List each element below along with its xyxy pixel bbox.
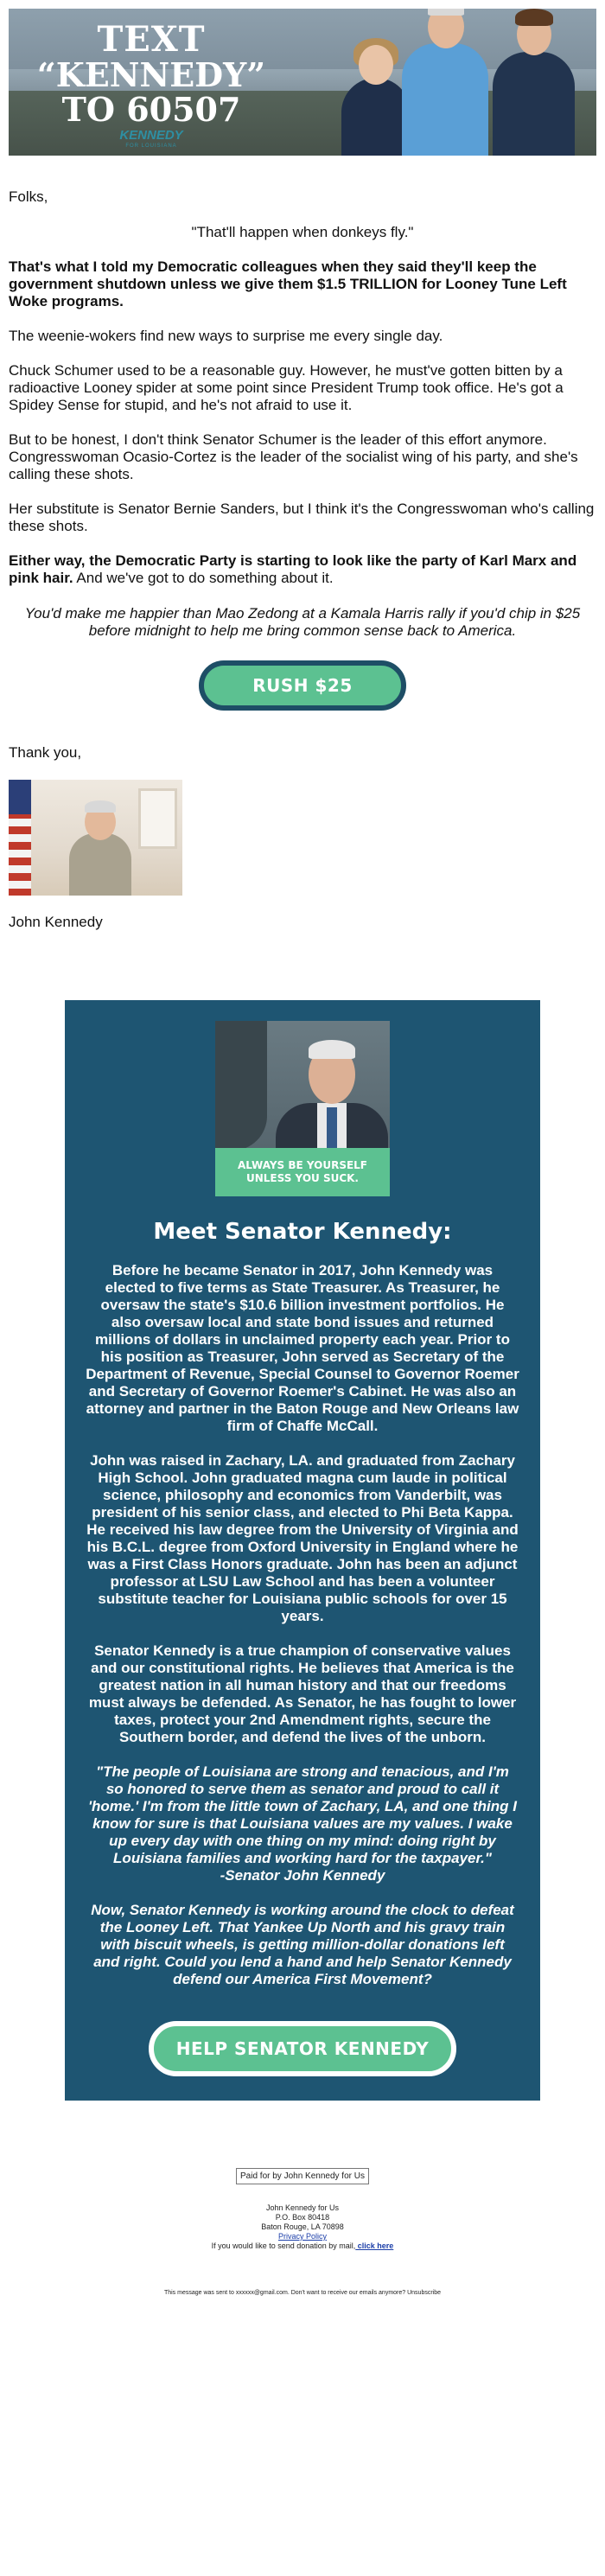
paragraph-6 xyxy=(9,552,596,587)
mail-donation-link[interactable]: click here xyxy=(355,2241,394,2250)
mailing-address xyxy=(0,2203,605,2251)
bio-photo-caption xyxy=(215,1148,390,1196)
banner-line-1: TEXT xyxy=(97,19,206,60)
thank-you: Thank you, xyxy=(9,744,82,761)
family-photo-woman xyxy=(341,78,411,156)
help-senator-button[interactable]: HELP SENATOR KENNEDY xyxy=(149,2021,456,2076)
donation-ask: You'd make me happier than Mao Zedong at a Kamala Harris rally if you'd chip in $25 before midnight to help me bring common sense back to America. xyxy=(24,605,581,639)
family-photo-young-man xyxy=(493,52,575,156)
header-banner[interactable] xyxy=(9,9,596,156)
paid-for-disclaimer: Paid for by John Kennedy for Us xyxy=(236,2168,369,2184)
po-box: P.O. Box 80418 xyxy=(275,2213,330,2222)
paragraph-5: Her substitute is Senator Bernie Sanders, but I think it's the Congresswoman who's calling these shots. xyxy=(9,501,595,534)
family-photo-senator xyxy=(402,43,488,156)
bio-card xyxy=(65,1000,540,2101)
paragraph-6-bold: Either way, the Democratic Party is starting to look like the party of Karl Marx and pink hair. xyxy=(9,552,577,586)
letter-body xyxy=(0,188,605,931)
bio-quote xyxy=(86,1763,519,1884)
bio-title: Meet Senator Kennedy: xyxy=(153,1219,452,1245)
opening-quote: "That'll happen when donkeys fly." xyxy=(191,224,414,240)
greeting: Folks, xyxy=(9,188,48,205)
caption-line-1: ALWAYS BE YOURSELF xyxy=(238,1159,367,1171)
bio-quote-attribution: -Senator John Kennedy xyxy=(220,1867,385,1884)
email-page xyxy=(0,9,605,2298)
bio-quote-text: "The people of Louisiana are strong and tenacious, and I'm so honored to serve them as senator and proud to call it 'home.' I'm from the little town of Zachary, LA, and one thing I know for sure is that Louisiana values are my values. I wake up every day with one thing on my mind: doing right by Louisiana families and working hard for the taxpayer." xyxy=(87,1763,517,1866)
rush-25-button[interactable]: RUSH $25 xyxy=(199,660,406,711)
caption-line-2: UNLESS YOU SUCK. xyxy=(246,1172,359,1184)
unsubscribe-notice[interactable]: This message was sent to xxxxxx@gmail.com. Don't want to receive our emails anymore? Unsubscribe xyxy=(163,2290,442,2296)
bio-paragraph-1: Before he became Senator in 2017, John Kennedy was elected to five terms as State Treasurer. As Treasurer, he oversaw the state's $10.6 billion investment portfolios. He also oversaw local and state bond issues and returned millions of dollars in unclaimed property each year. Prior to his position as Treasurer, John served as Secretary of the Department of Revenue, Special Counsel to Governor Roemer and Secretary of Governor Roemer's Cabinet. He was also an attorney and partner in the Baton Rouge and New Orleans law firm of Chaffe McCall. xyxy=(86,1262,519,1434)
paragraph-1: That's what I told my Democratic colleagues when they said they'll keep the government shutdown unless we give them $1.5 TRILLION for Looney Tune Left Woke programs. xyxy=(9,258,567,309)
banner-line-2: “KENNEDY” xyxy=(36,55,266,94)
org-name: John Kennedy for Us xyxy=(265,2203,340,2212)
bio-paragraph-5: Now, Senator Kennedy is working around the clock to defeat the Looney Left. That Yankee Up North and his gravy train with biscuit wheels, is getting million-dollar donations left and right. Could you lend a hand and help Senator Kennedy defend our America First Movement? xyxy=(91,1902,514,1987)
paragraph-2: The weenie-wokers find new ways to surprise me every single day. xyxy=(9,328,443,344)
bio-paragraph-3: Senator Kennedy is a true champion of conservative values and our constitutional rights. He believes that America is the greatest nation in all human history and that our freedoms must always be defended. As Senator, he has fought to lower taxes, protect your 2nd Amendment rights, secure the Southern border, and defend the lives of the unborn. xyxy=(88,1642,517,1745)
kennedy-logo-sub: FOR LOUISIANA xyxy=(125,143,177,149)
banner-line-3: TO 60507 xyxy=(61,90,241,129)
paragraph-4: But to be honest, I don't think Senator Schumer is the leader of this effort anymore. Congresswoman Ocasio-Cortez is the leader of the socialist wing of his party, and she's calling these shots. xyxy=(9,431,578,482)
footer xyxy=(0,2101,605,2298)
kennedy-logo: KENNEDY xyxy=(119,128,183,143)
bio-photo xyxy=(215,1021,390,1196)
signature-name: John Kennedy xyxy=(9,914,103,930)
paragraph-3: Chuck Schumer used to be a reasonable guy. However, he must've gotten bitten by a radioactive Looney spider at some point since President Trump took office. He's got a Spidey Sense for stupid, and he's not afraid to use it. xyxy=(9,362,564,413)
mail-donation-line xyxy=(0,2241,605,2251)
privacy-policy-link[interactable]: Privacy Policy xyxy=(277,2232,327,2241)
mail-donation-text: If you would like to send donation by mail, xyxy=(211,2241,356,2250)
senator-photo xyxy=(9,780,182,896)
bio-paragraph-2: John was raised in Zachary, LA. and graduated from Zachary High School. John graduated magna cum laude in political science, philosophy and economics from Vanderbilt, was president of his senior class, and elected to Phi Beta Kappa. He received his law degree from the University of Virginia and his B.C.L. degree from Oxford University in England where he was a First Class Honors graduate. John has been an adjunct professor at LSU Law School and has been a volunteer substitute teacher for Louisiana public schools for over 15 years. xyxy=(86,1452,519,1624)
city-state-zip: Baton Rouge, LA 70898 xyxy=(261,2222,344,2231)
paragraph-6-rest: And we've got to do something about it. xyxy=(73,570,334,586)
